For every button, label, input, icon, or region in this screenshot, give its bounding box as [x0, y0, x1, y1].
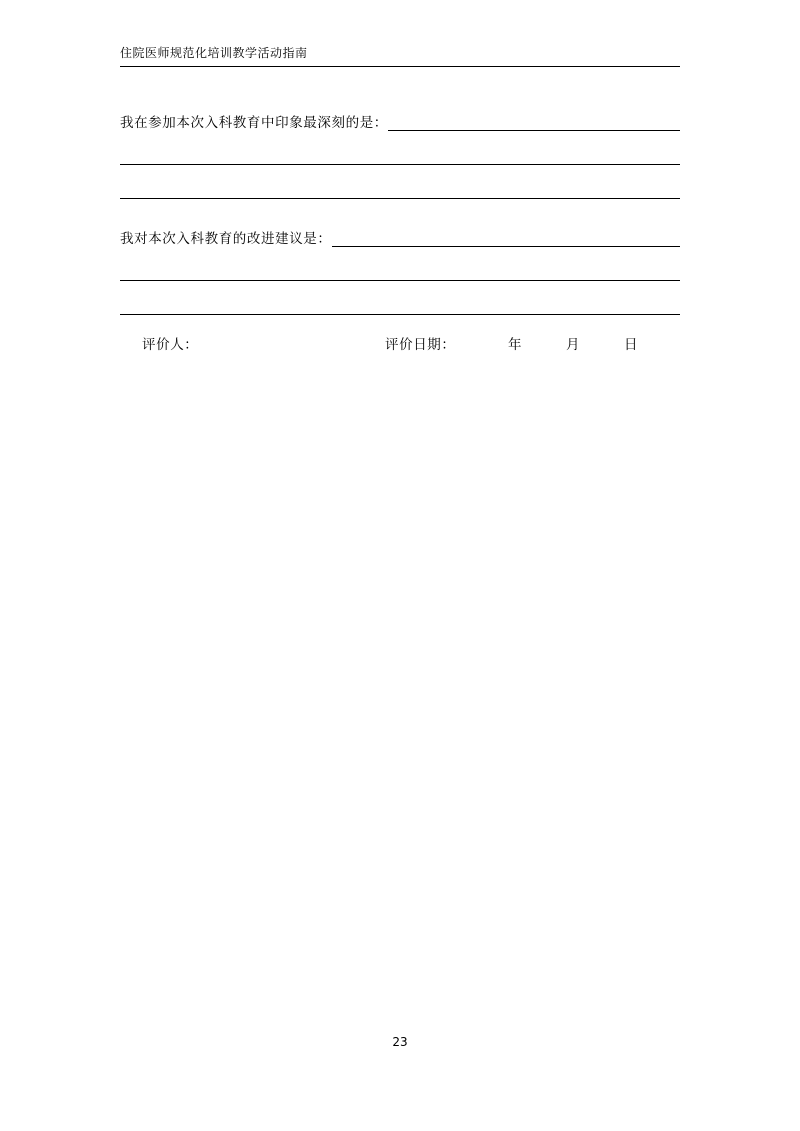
- evaluator-label: 评价人：: [142, 337, 199, 353]
- question-2-label: 我对本次入科教育的改进建议是：: [120, 231, 332, 247]
- question-1-row: [120, 100, 680, 134]
- question-1-answer-line-3[interactable]: [120, 168, 680, 202]
- running-header: [120, 46, 680, 67]
- question-2-row: [120, 216, 680, 250]
- day-unit-label: 日: [624, 337, 639, 353]
- month-unit-label: 月: [566, 337, 581, 353]
- page-number: 23: [392, 1035, 408, 1049]
- signature-row: [120, 333, 680, 359]
- section-spacer: [120, 202, 680, 216]
- evaluation-date-label: 评价日期：: [385, 337, 456, 353]
- rule: [120, 313, 680, 315]
- question-1-answer-line-1[interactable]: [388, 129, 680, 131]
- running-header-text: 住院医师规范化培训教学活动指南: [120, 46, 308, 60]
- rule: [120, 197, 680, 199]
- question-2-answer-line-1[interactable]: [332, 245, 681, 247]
- question-2-answer-line-2[interactable]: [120, 250, 680, 284]
- question-1-answer-line-2[interactable]: [120, 134, 680, 168]
- feedback-form: [120, 100, 680, 318]
- question-1-label: 我在参加本次入科教育中印象最深刻的是：: [120, 115, 388, 131]
- year-unit-label: 年: [508, 337, 523, 353]
- rule: [120, 279, 680, 281]
- rule: [120, 163, 680, 165]
- question-2-answer-line-3[interactable]: [120, 284, 680, 318]
